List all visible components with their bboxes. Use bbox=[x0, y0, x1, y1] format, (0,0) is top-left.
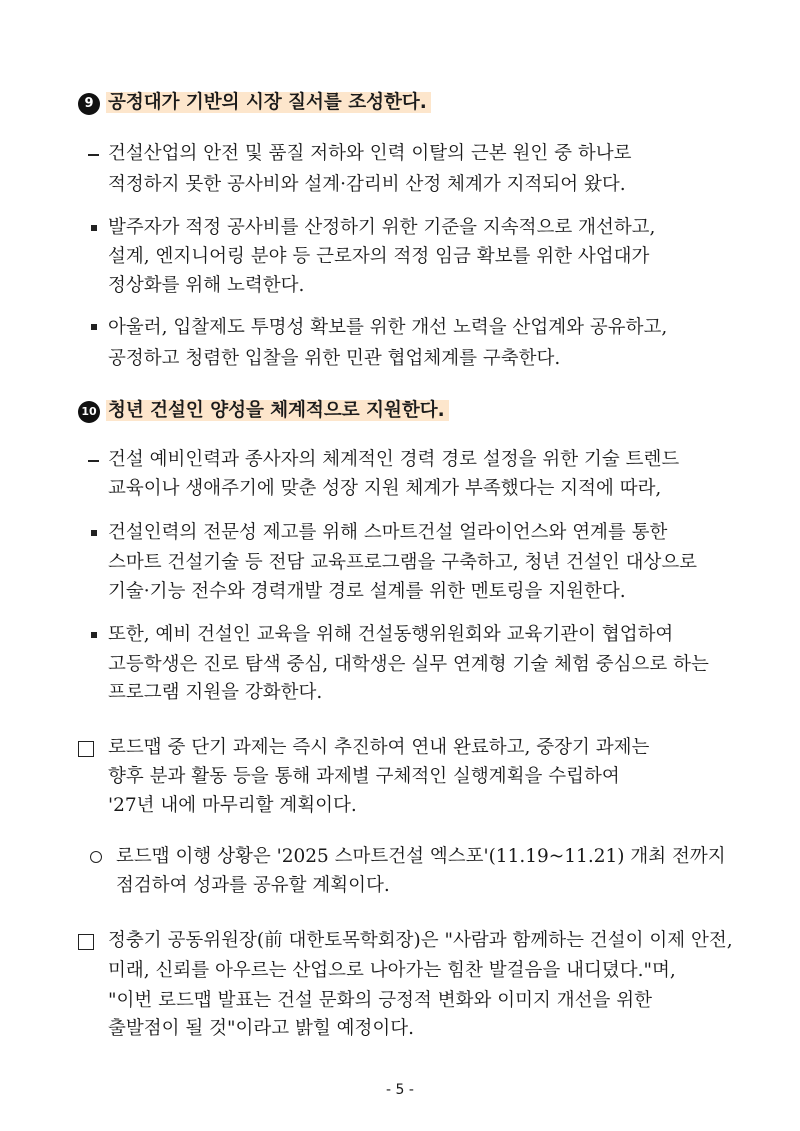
section-9-bullet-1-line-3: 정상화를 위해 노력한다. bbox=[108, 275, 305, 296]
section-9-heading bbox=[78, 90, 431, 116]
bullet-square bbox=[91, 530, 97, 536]
section-9-title: 공정대가 기반의 시장 질서를 조성한다. bbox=[106, 92, 431, 113]
section-10-bullet-1-line-2: 스마트 건설기술 등 전담 교육프로그램을 구축하고, 청년 건설인 대상으로 bbox=[108, 552, 698, 573]
bullet-square bbox=[91, 632, 97, 638]
section-10-bullet-1-line-1: 건설인력의 전문성 제고를 위해 스마트건설 얼라이언스와 연계를 통한 bbox=[108, 522, 668, 543]
section-10-heading bbox=[78, 398, 449, 424]
circle-marker bbox=[90, 851, 102, 863]
bullet-square bbox=[91, 225, 97, 231]
section-10-bullet-2-line-3: 프로그램 지원을 강화한다. bbox=[108, 682, 323, 703]
roadmap-line-1: 로드맵 중 단기 과제는 즉시 추진하여 연내 완료하고, 중장기 과제는 bbox=[108, 737, 650, 758]
section-10-bullet-2-line-2: 고등학생은 진로 탐색 중심, 대학생은 실무 연계형 기술 체험 중심으로 하는 bbox=[108, 654, 709, 675]
section-9-bullet-1-line-2: 설계, 엔지니어링 분야 등 근로자의 적정 임금 확보를 위한 사업대가 bbox=[108, 246, 650, 267]
roadmap-line-2: 향후 분과 활동 등을 통해 과제별 구체적인 실행계획을 수립하여 bbox=[108, 766, 620, 787]
section-9-dash-line-2: 적정하지 못한 공사비와 설계·감리비 산정 체계가 지적되어 왔다. bbox=[108, 174, 626, 195]
section-10-bullet-2-line-1: 또한, 예비 건설인 교육을 위해 건설동행위원회와 교육기관이 협업하여 bbox=[108, 624, 674, 645]
checkbox-marker bbox=[78, 741, 94, 757]
section-10-dash-line-2: 교육이나 생애주기에 맞춘 성장 지원 체계가 부족했다는 지적에 따라, bbox=[108, 478, 662, 499]
quote-line-4: 출발점이 될 것"이라고 밝힐 예정이다. bbox=[108, 1018, 414, 1039]
dash-marker bbox=[88, 460, 99, 462]
section-10-dash-line-1: 건설 예비인력과 종사자의 체계적인 경력 경로 설정을 위한 기술 트렌드 bbox=[108, 449, 680, 470]
section-9-bullet-1-line-1: 발주자가 적정 공사비를 산정하기 위한 기준을 지속적으로 개선하고, bbox=[108, 217, 656, 238]
roadmap-line-3: '27년 내에 마무리할 계획이다. bbox=[108, 795, 357, 816]
roadmap-sub-line-2: 점검하여 성과를 공유할 계획이다. bbox=[116, 875, 390, 896]
section-10-bullet-1-line-3: 기술·기능 전수와 경력개발 경로 설계를 위한 멘토링을 지원한다. bbox=[108, 581, 626, 602]
quote-line-3: "이번 로드맵 발표는 건설 문화의 긍정적 변화와 이미지 개선을 위한 bbox=[108, 990, 652, 1011]
roadmap-sub-line-1: 로드맵 이행 상황은 '2025 스마트건설 엑스포'(11.19~11.21) 개최 전까지 bbox=[116, 846, 726, 867]
section-number-10: 10 bbox=[78, 401, 100, 423]
section-9-dash-line-1: 건설산업의 안전 및 품질 저하와 인력 이탈의 근본 원인 중 하나로 bbox=[108, 143, 632, 164]
quote-line-2: 미래, 신뢰를 아우르는 산업으로 나아가는 힘찬 발걸음을 내디뎠다."며, bbox=[108, 960, 676, 981]
bullet-square bbox=[91, 324, 97, 330]
dash-marker bbox=[88, 154, 99, 156]
quote-line-1: 정충기 공동위원장(前 대한토목학회장)은 "사람과 함께하는 건설이 이제 안전, bbox=[108, 930, 733, 951]
page-number: - 5 - bbox=[386, 1082, 414, 1098]
checkbox-marker bbox=[78, 934, 94, 950]
section-number-9: 9 bbox=[78, 93, 100, 115]
section-9-bullet-2-line-2: 공정하고 청렴한 입찰을 위한 민관 협업체계를 구축한다. bbox=[108, 348, 561, 369]
section-10-title: 청년 건설인 양성을 체계적으로 지원한다. bbox=[106, 400, 449, 421]
section-9-bullet-2-line-1: 아울러, 입찰제도 투명성 확보를 위한 개선 노력을 산업계와 공유하고, bbox=[108, 317, 668, 338]
